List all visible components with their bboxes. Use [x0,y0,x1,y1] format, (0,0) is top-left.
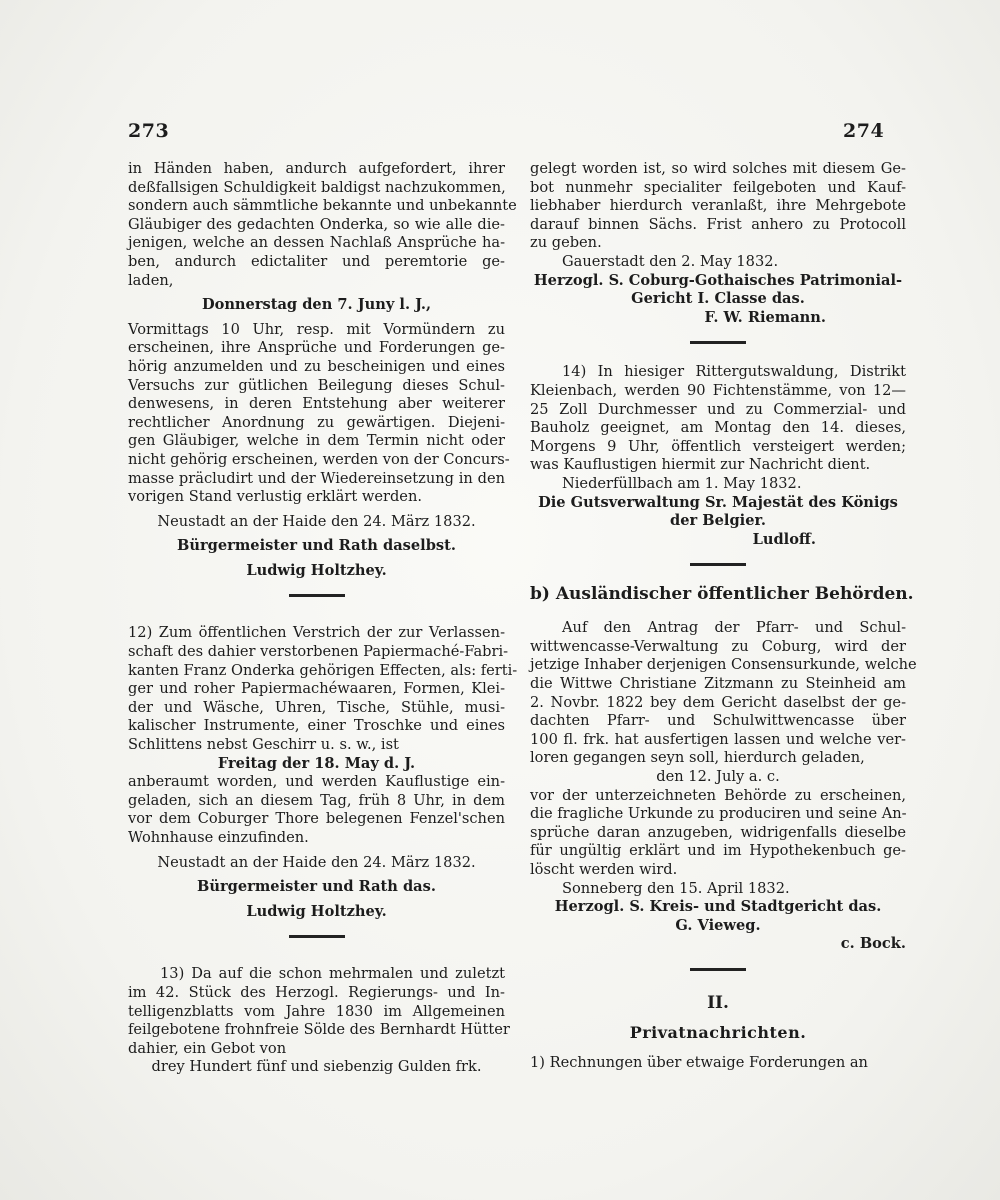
text-line: 100 fl. frk. hat ausfertigen lassen und welche ver- [530,730,906,748]
intro-paragraph [128,160,517,290]
text-line: hörig anzumelden und zu bescheinigen und eines [128,357,505,375]
text-line: Auf den Antrag der Pfarr- und Schul- [562,619,906,637]
text-line: jenigen, welche an dessen Nachlaß Ansprüche ha- [128,234,505,252]
text-line: Kleienbach, werden 90 Fichtenstämme, von 12— [530,381,906,399]
text-line: rechtlicher Anordnung zu gewärtigen. Diejeni- [128,413,505,431]
text-line: drey Hundert fünf und siebenzig Gulden frk. [151,1058,482,1076]
text-line: geladen, sich an diesem Tag, früh 8 Uhr, in dem [128,791,505,809]
signature-name: c. Bock. [840,935,906,953]
text-line: laden, [128,271,174,289]
signature-name: Ludwig Holtzhey. [246,902,387,920]
separator-rule [128,580,505,610]
text-line: bot nunmehr specialiter feilgeboten und Kauf- [530,178,906,196]
text-line: Bauholz geeignet, am Montag den 14. dieses, [530,419,906,437]
text-line: kanten Franz Onderka gehörigen Effecten, als: ferti- [128,661,518,679]
text-line: die fragliche Urkunde zu produciren und seine An- [530,805,907,823]
signature-authority: Bürgermeister und Rath das. [197,878,436,896]
place-date: Sonneberg den 15. April 1832. [562,879,790,897]
text-line: wittwencasse-Verwaltung zu Coburg, wird der [530,637,906,655]
text-line: im 42. Stück des Herzogl. Regierungs- und In- [128,983,505,1001]
text-line: der und Wäsche, Uhren, Tische, Stühle, musi- [128,698,505,716]
text-line: darauf binnen Sächs. Frist anhero zu Protocoll [530,215,906,233]
separator-rule [128,921,505,951]
text-line: vor dem Coburger Thore belegenen Fenzel'schen [128,810,505,828]
date-line: Donnerstag den 7. Juny l. J., [201,296,432,314]
text-line: in Händen haben, andurch aufgefordert, ihrer [128,160,505,177]
notice-b [530,619,917,768]
place-date: Gauerstadt den 2. May 1832. [562,252,779,270]
place-date: Neustadt an der Haide den 24. März 1832. [157,512,476,530]
signature-name: G. Vieweg. [675,916,761,934]
text-line: erscheinen, ihre Ansprüche und Forderungen ge- [128,339,505,357]
text-line: ben, andurch edictaliter und peremtorie ge- [128,252,505,270]
text-line: Wohnhause einzufinden. [128,829,309,846]
text-line: Schlittens nebst Geschirr u. s. w., ist [128,736,399,754]
signature-name: Ludloff. [752,530,816,548]
text-line: sprüche daran anzugeben, widrigenfalls dieselbe [530,823,906,841]
right-column [530,160,917,1073]
section-heading: Privatnachrichten. [629,1022,807,1042]
notice-14 [530,363,906,475]
text-line: gen Gläubiger, welche in dem Termin nicht oder [128,432,505,450]
text-line: Gläubiger des gedachten Onderka, so wie alle die- [128,215,505,233]
text-line: schaft des dahier verstorbenen Papiermaché-Fabri- [128,643,509,661]
page-number-right: 274 [843,120,885,142]
separator-rule [530,327,906,357]
text-line: 1) Rechnungen über etwaige Forderungen an [530,1053,868,1071]
text-line: loren gegangen seyn soll, hierdurch geladen, [530,749,865,767]
text-line: was Kauflustigen hiermit zur Nachricht dient. [530,456,871,474]
text-line: kalischer Instrumente, einer Troschke und eines [128,717,505,735]
page-number-left: 273 [128,120,170,142]
text-line: masse präcludirt und der Wiedereinsetzung in den [128,469,505,487]
text-line: 13) Da auf die schon mehrmalen und zuletzt [160,965,505,983]
signature-authority: Herzogl. S. Kreis- und Stadtgericht das. [554,898,882,916]
signature-authority: Bürgermeister und Rath daselbst. [177,537,456,555]
notice-12 [128,624,518,754]
text-line: jetzige Inhaber derjenigen Consensurkunde, welche [530,656,917,674]
body-paragraph [128,320,510,507]
text-line: 14) In hiesiger Rittergutswaldung, Distrikt [562,363,906,381]
signature-name: Ludwig Holtzhey. [246,561,387,579]
text-line: löscht werden wird. [530,861,678,878]
date-line: Freitag der 18. May d. J. [217,754,416,772]
text-line: telligenzblatts vom Jahre 1830 im Allgemeinen [128,1002,505,1020]
place-date: Niederfüllbach am 1. May 1832. [562,474,802,492]
signature-authority: der Belgier. [670,512,766,530]
text-line: sondern auch sämmtliche bekannte und unbekannte [128,197,517,215]
text-line: Morgens 9 Uhr, öffentlich versteigert werden; [530,437,906,455]
text-line: 2. Novbr. 1822 bey dem Gericht daselbst der ge- [530,693,906,711]
text-line: vorigen Stand verlustig erklärt werden. [128,488,422,506]
text-line: nicht gehörig erscheinen, werden von der Concurs- [128,450,510,468]
continuation-paragraph [530,160,906,253]
notice-b-body [530,787,906,880]
signature-name: F. W. Riemann. [704,308,826,326]
text-line: feilgebotene frohnfreie Sölde des Bernhardt Hütter [128,1021,510,1039]
left-column [128,160,518,1077]
separator-rule [530,954,906,984]
text-line: 12) Zum öffentlichen Verstrich der zur Verlassen- [128,624,505,642]
text-line: dachten Pfarr- und Schulwittwencasse über [530,712,906,730]
separator-rule [530,549,906,579]
text-line: zu geben. [530,234,602,252]
text-line: 25 Zoll Durchmesser und zu Commerzial- und [530,400,906,418]
signature-authority: Herzogl. S. Coburg-Gothaisches Patrimonial- [533,271,903,289]
text-line: vor der unterzeichneten Behörde zu erscheinen, [530,786,906,804]
signature-authority: Die Gutsverwaltung Sr. Majestät des Königs [538,493,898,511]
notice-12-body [128,773,505,847]
signature-authority: Gericht I. Classe das. [631,290,805,308]
section-number: II. [707,992,729,1013]
text-line: Vormittags 10 Uhr, resp. mit Vormündern zu [128,320,505,338]
date-line: den 12. July a. c. [656,768,780,786]
text-line: die Wittwe Christiane Zitzmann zu Steinheid am [530,675,906,693]
text-line: Versuchs zur gütlichen Beilegung dieses Schul- [128,376,505,394]
text-line: dahier, ein Gebot von [128,1039,287,1057]
text-line: anberaumt worden, und werden Kauflustige ein- [128,773,505,791]
text-line: denwesens, in deren Entstehung aber weiterer [128,395,505,413]
text-line: für ungültig erklärt und im Hypothekenbuch ge- [530,842,906,860]
text-line: liebhaber hierdurch veranlaßt, ihre Mehrgebote [530,197,906,215]
place-date: Neustadt an der Haide den 24. März 1832. [157,853,476,871]
text-line: deßfallsigen Schuldigkeit baldigst nachzukommen, [128,178,506,196]
section-heading: b) Ausländischer öffentlicher Behörden. [530,584,914,605]
notice-13 [128,965,510,1077]
text-line: ger und roher Papiermachéwaaren, Formen, Klei- [128,680,505,698]
text-line: gelegt worden ist, so wird solches mit diesem Ge- [530,160,906,177]
